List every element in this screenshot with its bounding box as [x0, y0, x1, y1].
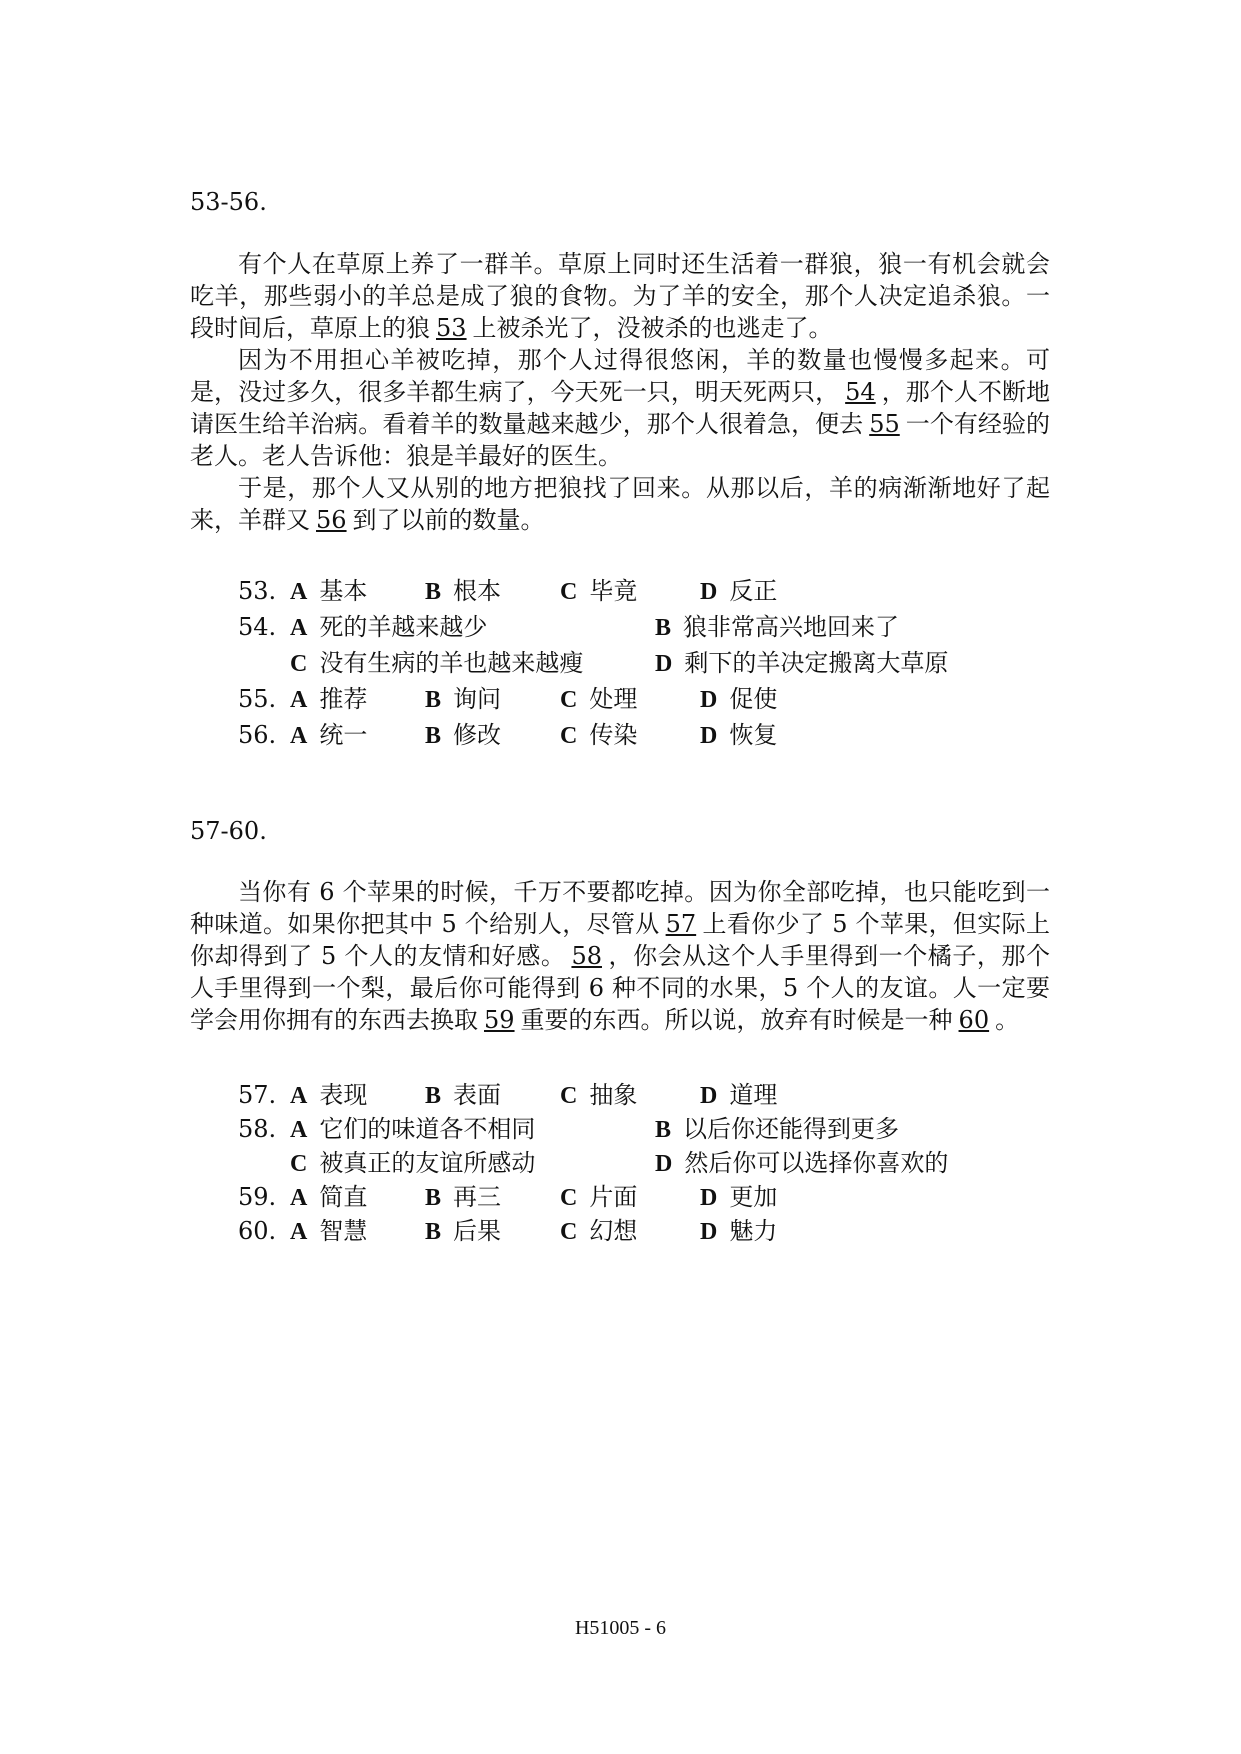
blank-57: 57 — [665, 910, 697, 938]
question-number: 56. — [238, 721, 277, 749]
answer-option-b[interactable] — [425, 719, 501, 752]
answer-option-d[interactable] — [700, 683, 777, 716]
option-text: 魅力 — [729, 1217, 778, 1245]
answer-option-a[interactable] — [290, 1113, 535, 1146]
option-text: 促使 — [729, 685, 778, 713]
blank-59: 59 — [484, 1006, 515, 1034]
option-letter: C — [560, 579, 578, 605]
option-letter: A — [290, 615, 308, 641]
option-letter: C — [560, 723, 578, 749]
answer-option-b[interactable] — [425, 575, 501, 608]
option-text: 根本 — [453, 577, 502, 605]
question-number: 60. — [238, 1217, 277, 1245]
answer-option-c[interactable] — [290, 1147, 535, 1180]
answer-option-b[interactable] — [655, 611, 899, 644]
option-letter: D — [655, 651, 673, 677]
option-letter: A — [290, 1219, 308, 1245]
answer-option-c[interactable] — [290, 647, 583, 680]
option-text: 表现 — [319, 1081, 368, 1109]
blank-54: 54 — [845, 378, 876, 406]
option-letter: A — [290, 687, 308, 713]
answer-option-c[interactable] — [560, 575, 637, 608]
page-footer: H51005 - 6 — [574, 1617, 667, 1639]
option-text: 狼非常高兴地回来了 — [683, 613, 900, 641]
option-letter: B — [425, 1219, 442, 1245]
option-letter: D — [700, 687, 718, 713]
option-text: 恢复 — [729, 721, 778, 749]
option-letter: D — [700, 723, 718, 749]
passage-53-56 — [190, 248, 1050, 536]
question-number: 57. — [238, 1081, 277, 1109]
answer-option-c[interactable] — [560, 1181, 637, 1214]
passage-text: 一个有经验的老人。老人告诉他：狼是羊最好的医生。 — [190, 410, 1051, 470]
option-letter: A — [290, 1185, 308, 1211]
option-letter: C — [560, 1083, 578, 1109]
answer-option-c[interactable] — [560, 1079, 637, 1112]
option-letter: B — [655, 1117, 672, 1143]
question-number: 59. — [238, 1183, 277, 1211]
passage-text: 当你有 6 个苹果的时候，千万不要都吃掉。因为你全部吃掉，也只能吃到一种味道。如果你把其中 5 个给别人，尽管从 — [190, 878, 1050, 938]
answer-option-d[interactable] — [700, 1215, 777, 1248]
option-text: 然后你可以选择你喜欢的 — [684, 1149, 949, 1177]
answer-option-b[interactable] — [425, 683, 501, 716]
option-text: 抽象 — [589, 1081, 638, 1109]
answer-option-b[interactable] — [425, 1181, 501, 1214]
option-letter: C — [560, 687, 578, 713]
option-text: 被真正的友谊所感动 — [319, 1149, 536, 1177]
option-text: 反正 — [729, 577, 778, 605]
passage-text: 有个人在草原上养了一群羊。草原上同时还生活着一群狼，狼一有机会就会吃羊，那些弱小的羊总是成了狼的食物。为了羊的安全，那个人决定追杀狼。一段时间后，草原上的狼 — [190, 250, 1050, 342]
option-letter: C — [560, 1185, 578, 1211]
option-text: 基本 — [319, 577, 368, 605]
question-number: 54. — [238, 613, 277, 641]
answer-option-a[interactable] — [290, 575, 367, 608]
passage-text: ，你会从这个人手里得到一个橘子，那个人手里得到一个梨，最后你可能得到 6 种不同的水果，5 个人的友谊。人一定要学会用你拥有的东西去换取 — [190, 942, 1051, 1034]
passage-text: 重要的东西。所以说，放弃有时候是一种 — [520, 1006, 953, 1034]
passage-text: 。 — [995, 1006, 1020, 1034]
answer-option-d[interactable] — [655, 647, 948, 680]
option-text: 死的羊越来越少 — [319, 613, 488, 641]
option-text: 道理 — [729, 1081, 778, 1109]
section-label: 57-60. — [190, 817, 267, 845]
option-text: 简直 — [319, 1183, 368, 1211]
option-text: 后果 — [453, 1217, 502, 1245]
option-letter: B — [425, 1185, 442, 1211]
option-text: 更加 — [729, 1183, 778, 1211]
passage-paragraph — [190, 472, 1050, 536]
answer-option-c[interactable] — [560, 1215, 637, 1248]
blank-58: 58 — [571, 942, 602, 970]
answer-option-a[interactable] — [290, 1079, 367, 1112]
option-letter: B — [425, 723, 442, 749]
passage-paragraph — [190, 248, 1050, 344]
blank-60: 60 — [958, 1006, 990, 1034]
answer-option-b[interactable] — [425, 1215, 501, 1248]
option-text: 智慧 — [319, 1217, 368, 1245]
option-text: 再三 — [453, 1183, 502, 1211]
passage-text: 上被杀光了，没被杀的也逃走了。 — [472, 314, 833, 342]
option-text: 没有生病的羊也越来越瘦 — [319, 649, 584, 677]
answer-option-a[interactable] — [290, 611, 487, 644]
answer-option-d[interactable] — [700, 575, 777, 608]
question-number: 58. — [238, 1115, 277, 1143]
answer-option-a[interactable] — [290, 719, 367, 752]
answer-option-a[interactable] — [290, 1215, 367, 1248]
answer-option-a[interactable] — [290, 1181, 367, 1214]
answer-option-d[interactable] — [700, 1181, 777, 1214]
answer-option-b[interactable] — [425, 1079, 501, 1112]
option-letter: B — [655, 615, 672, 641]
answer-option-d[interactable] — [700, 719, 777, 752]
option-text: 幻想 — [589, 1217, 638, 1245]
passage-text: 上看你少了 5 个苹果，但实际上你却得到了 5 个人的友情和好感。 — [190, 910, 1050, 970]
section-label: 53-56. — [190, 188, 267, 216]
option-letter: B — [425, 1083, 442, 1109]
passage-text: 于是，那个人又从别的地方把狼找了回来。从那以后，羊的病渐渐地好了起来，羊群又 — [190, 474, 1050, 534]
option-letter: D — [700, 1219, 718, 1245]
passage-text: 因为不用担心羊被吃掉，那个人过得很悠闲，羊的数量也慢慢多起来。可是，没过多久，很多羊都生病了，今天死一只，明天死两只， — [190, 346, 1050, 406]
option-text: 它们的味道各不相同 — [319, 1115, 536, 1143]
option-letter: A — [290, 1083, 308, 1109]
answer-option-d[interactable] — [700, 1079, 777, 1112]
option-letter: C — [560, 1219, 578, 1245]
option-text: 毕竟 — [589, 577, 638, 605]
option-letter: C — [290, 1151, 308, 1177]
option-letter: D — [655, 1151, 673, 1177]
passage-text: ，那个人不断地请医生给羊治病。看着羊的数量越来越少，那个人很着急，便去 — [190, 378, 1051, 438]
blank-56: 56 — [316, 506, 347, 534]
passage-text: 到了以前的数量。 — [352, 506, 545, 534]
option-text: 处理 — [589, 685, 638, 713]
option-text: 询问 — [453, 685, 502, 713]
option-letter: D — [700, 579, 718, 605]
option-letter: B — [425, 687, 442, 713]
answer-option-c[interactable] — [560, 719, 637, 752]
blank-53: 53 — [436, 314, 467, 342]
answer-option-a[interactable] — [290, 683, 367, 716]
answer-option-c[interactable] — [560, 683, 637, 716]
option-text: 修改 — [453, 721, 502, 749]
option-text: 剩下的羊决定搬离大草原 — [684, 649, 949, 677]
passage-57-60 — [190, 876, 1050, 1036]
option-letter: D — [700, 1185, 718, 1211]
passage-paragraph — [190, 344, 1050, 472]
option-letter: A — [290, 1117, 308, 1143]
option-letter: A — [290, 579, 308, 605]
option-text: 统一 — [319, 721, 368, 749]
option-letter: A — [290, 723, 308, 749]
option-text: 传染 — [589, 721, 638, 749]
option-letter: C — [290, 651, 308, 677]
option-letter: B — [425, 579, 442, 605]
option-letter: D — [700, 1083, 718, 1109]
option-text: 以后你还能得到更多 — [683, 1115, 900, 1143]
passage-paragraph — [190, 876, 1050, 1036]
question-number: 53. — [238, 577, 277, 605]
answer-option-d[interactable] — [655, 1147, 948, 1180]
question-number: 55. — [238, 685, 277, 713]
option-text: 推荐 — [319, 685, 368, 713]
option-text: 片面 — [589, 1183, 638, 1211]
option-text: 表面 — [453, 1081, 502, 1109]
blank-55: 55 — [869, 410, 900, 438]
answer-option-b[interactable] — [655, 1113, 899, 1146]
